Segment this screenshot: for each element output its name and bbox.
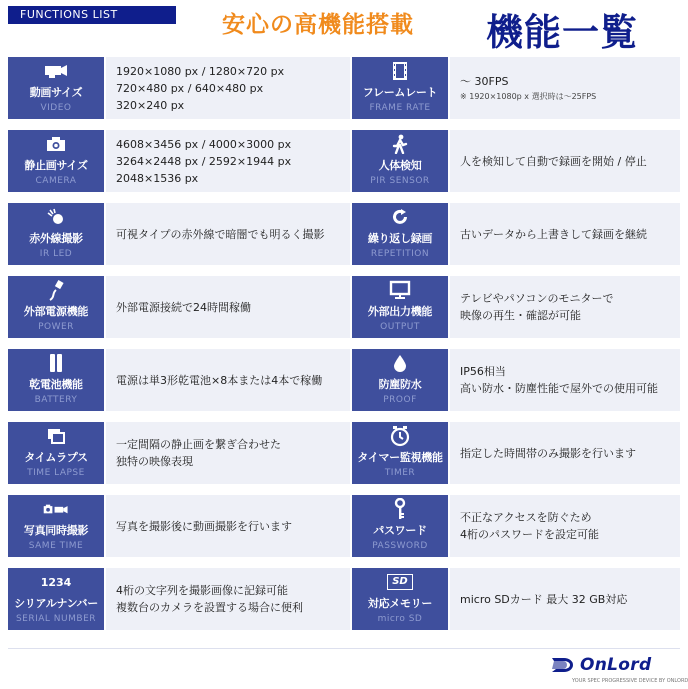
feature-icon-panel: [352, 203, 448, 265]
feature-icon-panel: [352, 57, 448, 119]
feature-english-label: FRAME RATE: [369, 103, 431, 113]
description-line: 映像の再生・確認が可能: [460, 309, 581, 322]
number-icon: [40, 573, 72, 591]
feature-icon-panel: [8, 57, 104, 119]
camera-icon: [43, 135, 69, 153]
feature-icon-panel: [8, 495, 104, 557]
feature-description: [106, 495, 350, 557]
feature-title: 乾電池機能: [29, 378, 83, 391]
infrared-icon: [43, 208, 69, 226]
description-line: IP56相当: [460, 365, 506, 378]
sd-card-label: SD: [387, 574, 413, 590]
feature-english-label: OUTPUT: [380, 322, 420, 332]
feature-description: [106, 349, 350, 411]
logo-mark-icon: [550, 654, 576, 676]
feature-english-label: CAMERA: [35, 176, 77, 186]
feature-icon-panel: [352, 130, 448, 192]
feature-icon-panel: [8, 349, 104, 411]
logo-tagline: YOUR SPEC PROGRESSIVE DEVICE BY ONLORD: [572, 678, 688, 684]
functions-list-tag: FUNCTIONS LIST: [8, 6, 176, 24]
feature-english-label: VIDEO: [40, 103, 72, 113]
feature-english-label: SERIAL NUMBER: [15, 614, 97, 624]
feature-description: [106, 422, 350, 484]
sd-card-icon: [387, 573, 413, 591]
feature-row: [8, 422, 680, 484]
feature-description: [106, 130, 350, 192]
description-line: 指定した時間帯のみ撮影を行います: [460, 446, 636, 460]
description-line: 古いデータから上書きして録画を継続: [460, 227, 647, 241]
clock-icon: [387, 427, 413, 445]
feature-description: [450, 349, 680, 411]
feature-english-label: SAME TIME: [28, 541, 84, 551]
description-line: 可視タイプの赤外線で暗闇でも明るく撮影: [116, 227, 325, 241]
feature-english-label: PASSWORD: [372, 541, 428, 551]
feature-description: [450, 57, 680, 119]
battery-icon: [43, 354, 69, 372]
video-camera-icon: [43, 62, 69, 80]
feature-row: [8, 568, 680, 630]
feature-english-label: BATTERY: [34, 395, 78, 405]
feature-title: タイマー監視機能: [357, 451, 443, 464]
feature-english-label: TIME LAPSE: [27, 468, 85, 478]
feature-description: [450, 568, 680, 630]
description-line: 高い防水・防塵性能で屋外での使用可能: [460, 382, 658, 395]
feature-description: [106, 276, 350, 338]
feature-title: 動画サイズ: [29, 86, 83, 99]
feature-title: 外部出力機能: [367, 305, 433, 318]
description-line: 2048×1536 px: [116, 171, 199, 185]
feature-title: パスワード: [373, 524, 427, 537]
footer-divider: [8, 648, 680, 649]
feature-title: タイムラプス: [24, 451, 88, 464]
description-line: 4桁のパスワードを設定可能: [460, 528, 599, 541]
feature-grid: [8, 57, 680, 641]
feature-icon-panel: [352, 349, 448, 411]
feature-icon-panel: [8, 130, 104, 192]
description-line: 4608×3456 px / 4000×3000 px: [116, 137, 292, 151]
feature-description: [450, 495, 680, 557]
feature-english-label: PIR SENSOR: [370, 176, 430, 186]
monitor-icon: [387, 281, 413, 299]
feature-row: [8, 495, 680, 557]
feature-row: [8, 276, 680, 338]
feature-title: 対応メモリー: [367, 597, 433, 610]
feature-icon-panel: [8, 203, 104, 265]
feature-description: [450, 276, 680, 338]
film-strip-icon: [387, 62, 413, 80]
feature-icon-panel: [8, 276, 104, 338]
feature-title: 静止画サイズ: [24, 159, 88, 172]
description-line: 独特の映像表現: [116, 455, 193, 468]
feature-title: 写真同時撮影: [23, 524, 89, 537]
feature-english-label: POWER: [38, 322, 74, 332]
feature-english-label: REPETITION: [370, 249, 430, 259]
header: [0, 0, 688, 52]
feature-english-label: PROOF: [383, 395, 417, 405]
onlord-logo: [550, 651, 651, 679]
feature-title: 外部電源機能: [23, 305, 89, 318]
description-line: 不正なアクセスを防ぐため: [460, 511, 592, 524]
feature-english-label: TIMER: [384, 468, 416, 478]
power-plug-icon: [43, 281, 69, 299]
feature-icon-panel: [352, 495, 448, 557]
description-line: 外部電源接続で24時間稼働: [116, 300, 251, 314]
feature-icon-panel: [352, 276, 448, 338]
page-title: 機能一覧: [486, 11, 638, 54]
feature-title: シリアルナンバー: [14, 597, 98, 610]
feature-title: 赤外線撮影: [29, 232, 83, 245]
feature-title: 繰り返し録画: [367, 232, 433, 245]
feature-icon-panel: [352, 422, 448, 484]
description-line: 複数台のカメラを設置する場合に便利: [116, 601, 303, 614]
water-drop-icon: [387, 354, 413, 372]
serial-number-sample: 1234: [40, 575, 72, 589]
description-line: 電源は単3形乾電池×8本または4本で稼働: [116, 373, 323, 387]
description-line: ～ 30FPS: [460, 75, 509, 88]
description-line: 3264×2448 px / 2592×1944 px: [116, 154, 292, 168]
feature-description: [450, 422, 680, 484]
description-line: 写真を撮影後に動画撮影を行います: [116, 519, 292, 533]
description-line: 320×240 px: [116, 98, 185, 112]
feature-row: [8, 349, 680, 411]
description-line: 人を検知して自動で録画を開始 / 停止: [460, 154, 647, 168]
description-note: ※ 1920×1080p x 選択時は～25FPS: [460, 92, 597, 101]
feature-description: [106, 203, 350, 265]
feature-title: フレームレート: [362, 86, 438, 99]
description-line: 1920×1080 px / 1280×720 px: [116, 64, 285, 78]
feature-icon-panel: [8, 422, 104, 484]
feature-row: [8, 130, 680, 192]
feature-description: [106, 57, 350, 119]
stacked-frames-icon: [43, 427, 69, 445]
feature-title: 人体検知: [378, 159, 422, 172]
description-line: 720×480 px / 640×480 px: [116, 81, 264, 95]
logo-text: OnLord: [580, 655, 652, 675]
feature-title: 防塵防水: [378, 378, 422, 391]
feature-description: [106, 568, 350, 630]
loop-icon: [387, 208, 413, 226]
feature-row: [8, 203, 680, 265]
walking-person-icon: [387, 135, 413, 153]
description-line: micro SDカード 最大 32 GB対応: [460, 592, 628, 606]
description-line: テレビやパソコンのモニターで: [460, 292, 614, 305]
description-line: 一定間隔の静止画を繋ぎ合わせた: [116, 438, 281, 451]
feature-icon-panel: [8, 568, 104, 630]
subtitle-orange: 安心の高機能搭載: [222, 12, 414, 38]
camera-video-icon: [43, 500, 69, 518]
feature-description: [450, 130, 680, 192]
key-icon: [387, 500, 413, 518]
description-line: 4桁の文字列を撮影画像に記録可能: [116, 584, 288, 597]
feature-english-label: IR LED: [39, 249, 73, 259]
feature-icon-panel: [352, 568, 448, 630]
feature-description: [450, 203, 680, 265]
feature-english-label: micro SD: [377, 614, 423, 624]
feature-row: [8, 57, 680, 119]
